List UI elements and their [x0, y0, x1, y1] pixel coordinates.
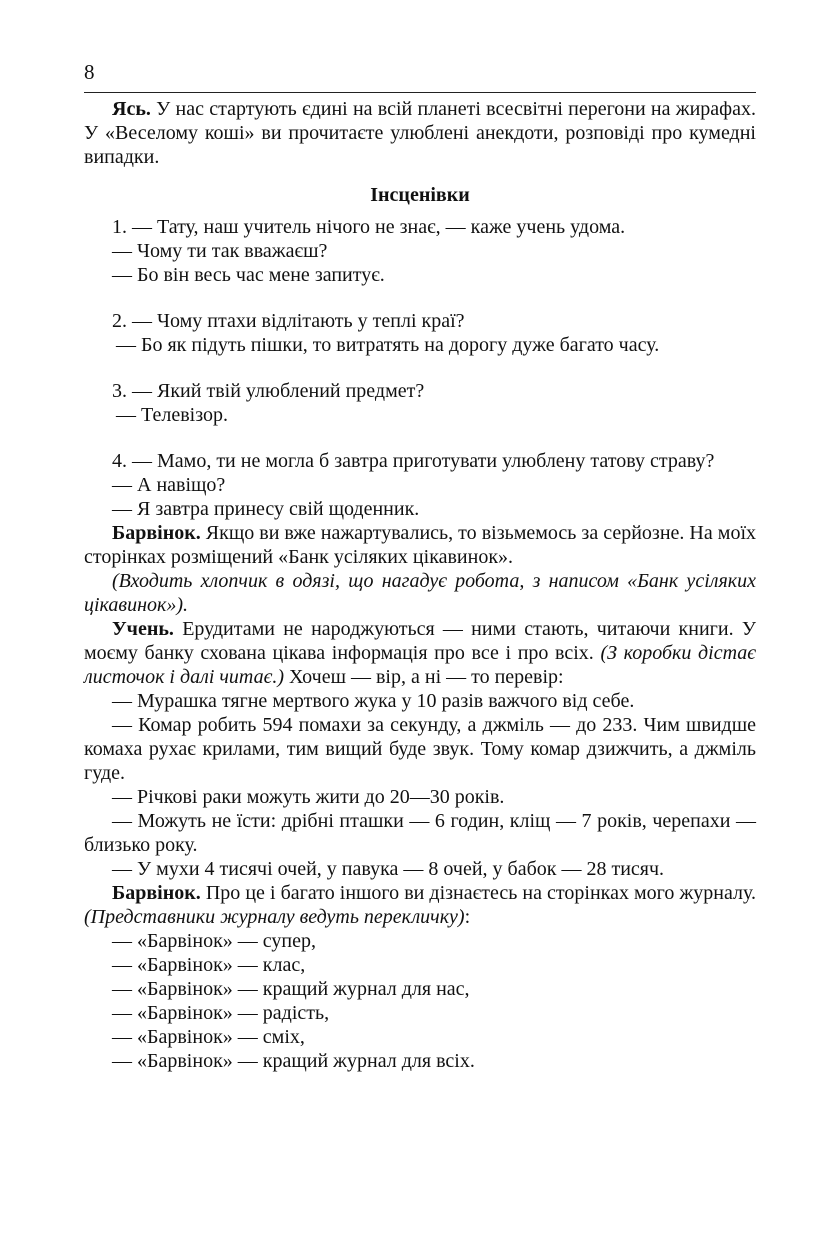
student-paragraph: [84, 617, 756, 689]
fact-item: — Річкові раки можуть жити до 20—30 років.: [112, 786, 505, 808]
joke-line: — Телевізор.: [116, 404, 228, 426]
speaker-name: Ясь.: [112, 98, 151, 120]
barvinok-paragraph-2: [84, 881, 756, 929]
rollcall-line: — «Барвінок» — кращий журнал для нас,: [112, 978, 470, 1000]
spacer: [84, 287, 756, 309]
intro-text: У нас стартують єдині на всій планеті всесвітні перегони на жирафах. У «Веселому коші» ви прочитаєте улюблені анекдоти, розповіді про кумедні випадки.: [84, 98, 756, 168]
page: [84, 60, 756, 1073]
joke-line: — А навіщо?: [112, 474, 226, 496]
intro-paragraph: [84, 97, 756, 169]
rollcall-line: — «Барвінок» — клас,: [112, 954, 306, 976]
barvinok-text: Про це і багато іншого ви дізнаєтесь на сторінках мого журналу.: [200, 882, 756, 904]
section-title: Інсценівки: [370, 184, 470, 206]
joke-1: [84, 215, 756, 287]
spacer: [84, 357, 756, 379]
rollcall-line: — «Барвінок» — кращий журнал для всіх.: [112, 1050, 475, 1072]
student-text-2: Хочеш — вір, а ні — то перевір:: [283, 666, 564, 688]
speaker-name: Учень.: [112, 618, 174, 640]
student-direction: (З коробки дістає листочок і далі читає.): [84, 642, 757, 688]
barvinok-direction: (Представники журналу ведуть перекличку): [84, 906, 465, 928]
fact-item: — Комар робить 594 помахи за секунду, а джміль — до 233. Чим швидше комаха рухає крилами, тим вищий буде звук. Тому комар дзижчить, а джміль гуде.: [84, 714, 756, 784]
barvinok-text: Якщо ви вже нажартувались, то візьмемось за серйозне. На моїх сторінках розміщений «Банк усіляких цікавинок».: [84, 522, 756, 568]
speaker-name: Барвінок.: [112, 882, 201, 904]
fact-item: — Мурашка тягне мертвого жука у 10 разів важчого від себе.: [112, 690, 635, 712]
page-body: [84, 97, 756, 1073]
barvinok-paragraph-1: [84, 521, 756, 569]
student-text-1: Ерудитами не народжуються — ними стають, читаючи книги. У моєму банку схована цікава інформація про все і про всіх.: [84, 618, 756, 664]
rollcall-line: — «Барвінок» — супер,: [112, 930, 316, 952]
joke-2: [84, 309, 756, 357]
rollcall-list: [84, 929, 756, 1073]
barvinok-tail: :: [464, 906, 471, 928]
joke-line: — Бо він весь час мене запитує.: [112, 264, 385, 286]
joke-3: [84, 379, 756, 427]
page-number: 8: [84, 60, 95, 84]
joke-line: 1. — Тату, наш учитель нічого не знає, — каже учень удома.: [112, 216, 626, 238]
joke-line: — Чому ти так вважаєш?: [112, 240, 328, 262]
rollcall-line: — «Барвінок» — сміх,: [112, 1026, 305, 1048]
fact-item: — Можуть не їсти: дрібні пташки — 6 годин, кліщ — 7 років, черепахи — близько року.: [84, 810, 756, 856]
joke-line: 3. — Який твій улюблений предмет?: [112, 380, 425, 402]
joke-4: [84, 449, 756, 521]
header-rule: [84, 92, 756, 93]
joke-line: — Бо як підуть пішки, то витратять на дорогу дуже багато часу.: [116, 334, 660, 356]
joke-line: — Я завтра принесу свій щоденник.: [112, 498, 420, 520]
fact-item: — У мухи 4 тисячі очей, у павука — 8 очей, у бабок — 28 тисяч.: [112, 858, 665, 880]
rollcall-line: — «Барвінок» — радість,: [112, 1002, 330, 1024]
stage-direction: (Входить хлопчик в одязі, що нагадує робота, з написом «Банк усіляких цікавинок»).: [84, 570, 756, 616]
speaker-name: Барвінок.: [112, 522, 201, 544]
joke-line: 2. — Чому птахи відлітають у теплі краї?: [112, 310, 465, 332]
spacer: [84, 427, 756, 449]
joke-line: 4. — Мамо, ти не могла б завтра приготувати улюблену татову страву?: [112, 450, 715, 472]
